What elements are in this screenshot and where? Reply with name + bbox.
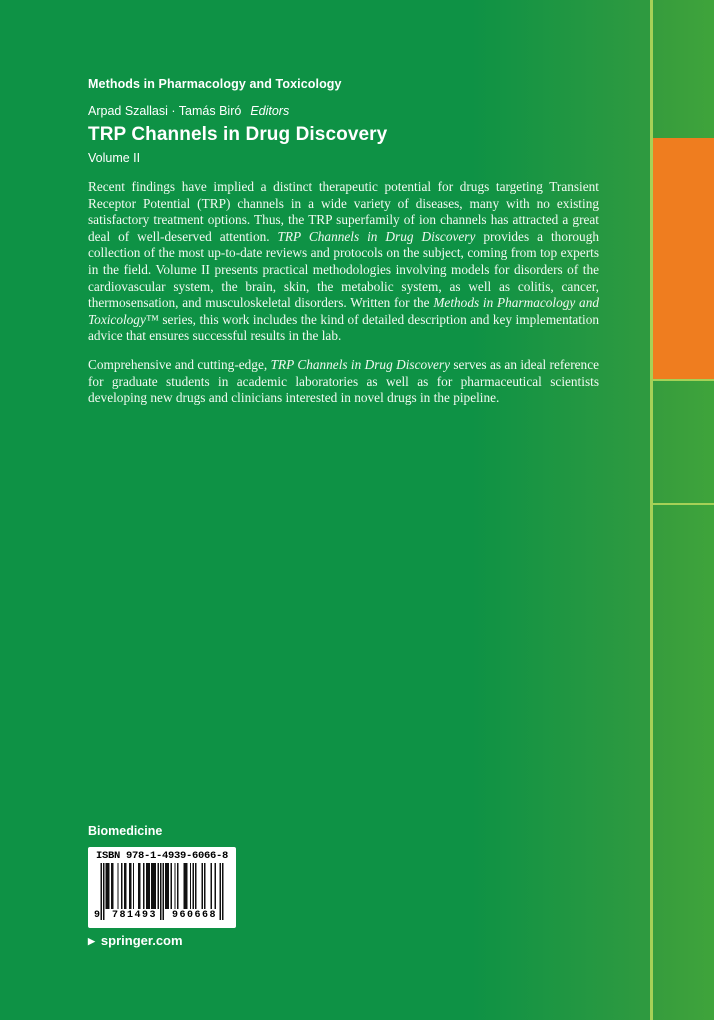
authors-line: [88, 104, 387, 118]
publisher-website: [88, 933, 183, 948]
blurb-paragraph-2: Comprehensive and cutting-edge, TRP Channels in Drug Discovery serves as an ideal reference for graduate students in academic laboratories as well as for pharmaceutical scientists developing new drugs and clinicians interested in novel drugs in the pipeline.: [88, 356, 599, 406]
strip-divider-line-2: [653, 503, 714, 505]
author-names: Arpad Szallasi · Tamás Biró: [88, 104, 242, 119]
strip-divider-line-1: [653, 379, 714, 381]
barcode-digit-group2: 960668: [171, 910, 217, 921]
orange-accent-block: [653, 138, 714, 379]
header-block: [88, 77, 387, 165]
blurb-paragraph-1: Recent findings have implied a distinct therapeutic potential for drugs targeting Transient Receptor Potential (TRP) channels in a wide variety of diseases, many with no existing satisfactory treatment options. Thus, the TRP superfamily of ion channels has attracted a great deal of well-deserved attention. TRP Channels in Drug Discovery provides a thorough collection of the most up-to-date reviews and protocols on the subject, coming from top experts in the field. Volume II presents practical methodologies involving models for disorders of the cardiovascular system, the brain, skin, the metabolic system, as well as colitis, cancer, thermosensation, and musculoskeletal disorders. Written for the Methods in Pharmacology and Toxicology™ series, this work includes the kind of detailed description and key implementation advice that ensures successful results in the lab.: [88, 179, 599, 344]
book-title: TRP Channels in Drug Discovery: [88, 123, 388, 145]
subject-category-label: Biomedicine: [88, 824, 163, 838]
editors-label: Editors: [250, 104, 290, 119]
volume-label: Volume II: [88, 150, 141, 165]
barcode-bars: [94, 863, 230, 923]
isbn-barcode: [88, 847, 236, 928]
website-url: springer.com: [100, 933, 183, 948]
barcode-digits: [94, 910, 230, 921]
barcode-digit-group1: 781493: [111, 910, 157, 921]
barcode-digit-first: 9: [94, 910, 101, 921]
series-title: Methods in Pharmacology and Toxicology: [88, 77, 342, 91]
arrow-right-icon: ▶: [88, 935, 95, 946]
right-accent-strip: [653, 0, 714, 1020]
isbn-number-label: ISBN 978-1-4939-6066-8: [95, 850, 229, 862]
back-cover-blurb: [88, 179, 599, 407]
